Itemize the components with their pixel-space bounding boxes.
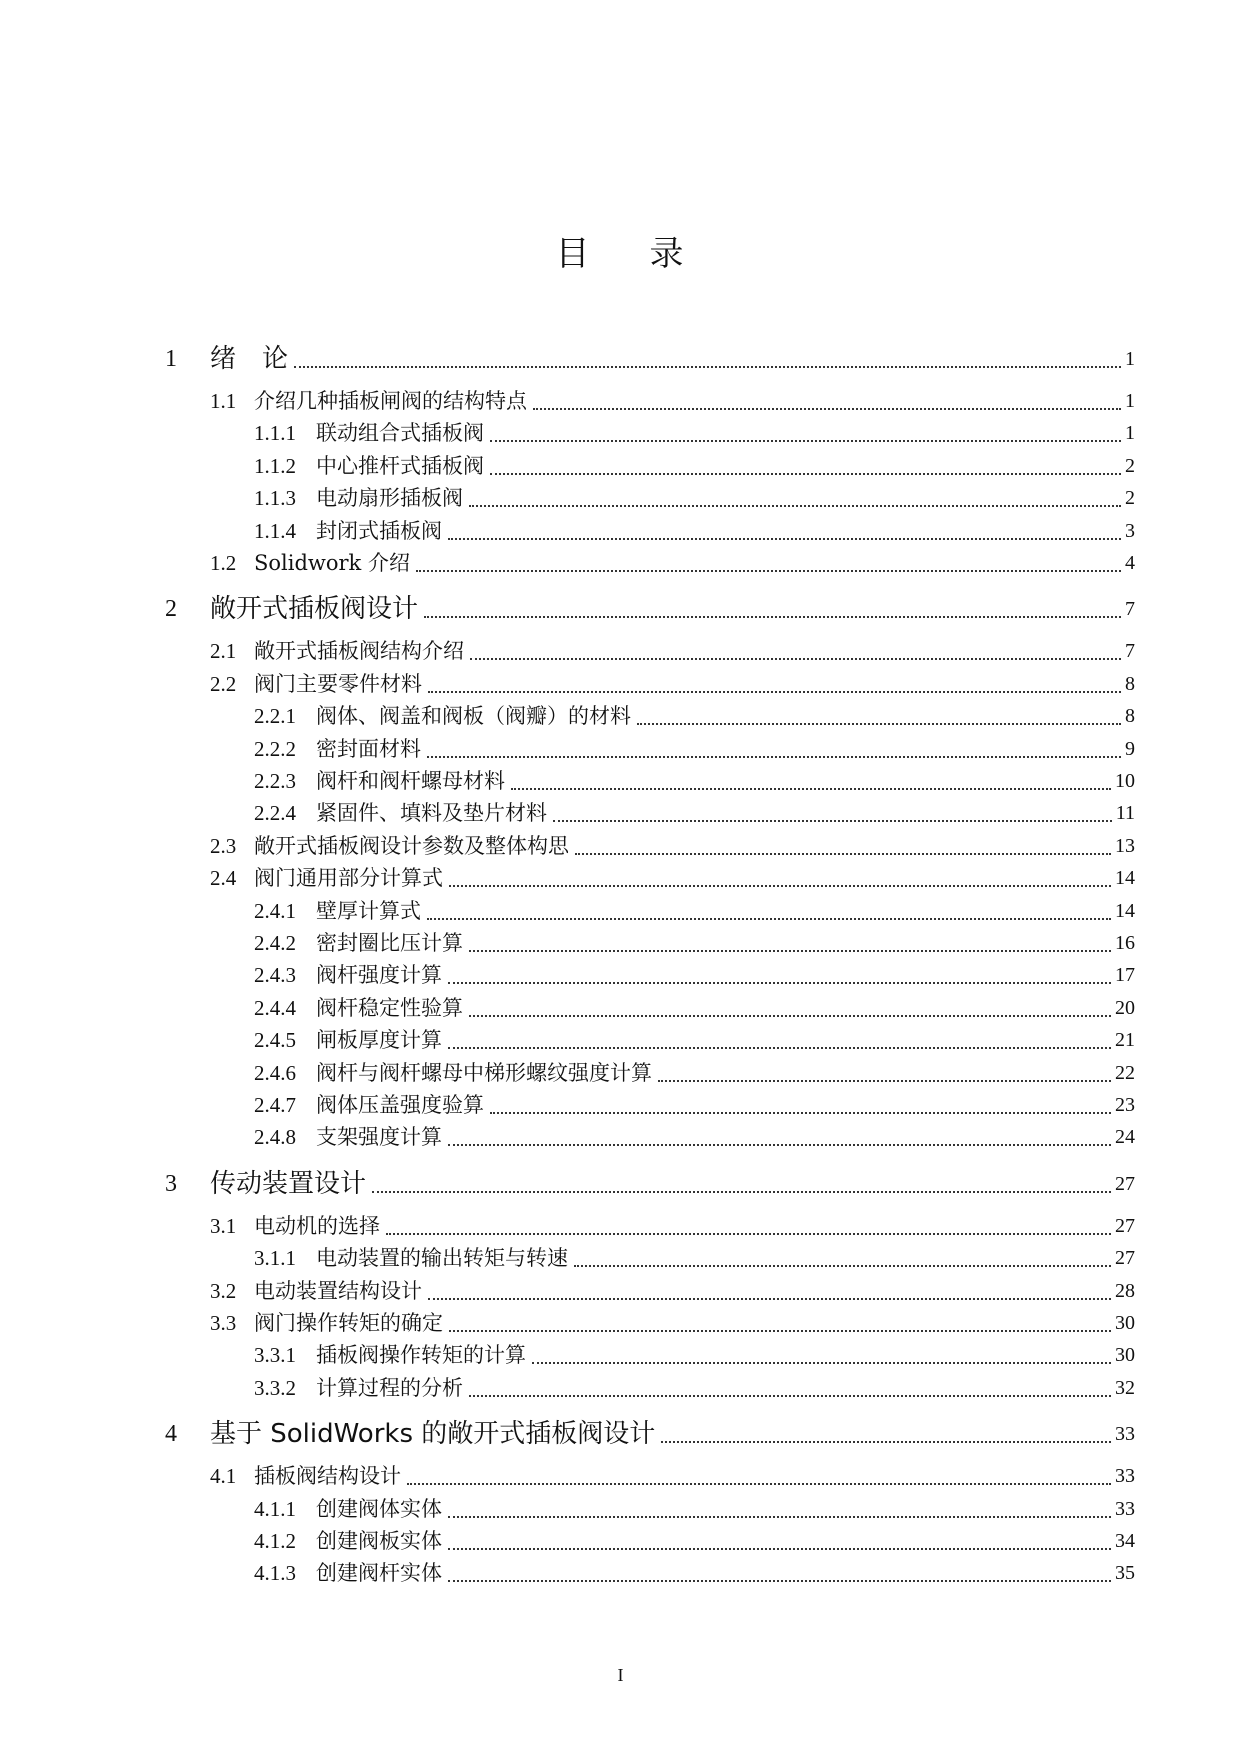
toc-dot-leader <box>428 691 1121 693</box>
toc-entry-number: 3 <box>165 1171 177 1197</box>
toc-entry-title: 紧固件、填料及垫片材料 <box>316 801 547 825</box>
page-title-part-2: 录 <box>649 234 686 274</box>
toc-dot-leader <box>658 1080 1111 1082</box>
toc-entry-title: 电动扇形插板阀 <box>316 486 463 510</box>
toc-entry[interactable] <box>0 452 1241 486</box>
toc-dot-leader <box>407 1483 1111 1485</box>
toc-entry-page: 17 <box>1115 964 1135 986</box>
toc-dot-leader <box>386 1233 1111 1235</box>
toc-entry-title: 阀体压盖强度验算 <box>316 1093 484 1117</box>
toc-entry-number: 2.4.5 <box>254 1028 296 1052</box>
toc-entry-number: 1 <box>165 346 177 372</box>
toc-entry-page: 1 <box>1125 390 1135 412</box>
toc-entry-title: 阀门主要零件材料 <box>254 672 422 696</box>
toc-dot-leader <box>532 1362 1111 1364</box>
toc-entry[interactable] <box>0 1091 1241 1125</box>
toc-entry[interactable] <box>0 1559 1241 1593</box>
toc-entry-page: 1 <box>1125 348 1135 370</box>
toc-entry[interactable] <box>0 637 1241 671</box>
toc-dot-leader <box>490 473 1121 475</box>
toc-dot-leader <box>448 1516 1111 1518</box>
toc-entry[interactable] <box>0 1495 1241 1529</box>
toc-dot-leader <box>449 1330 1111 1332</box>
toc-dot-leader <box>574 1265 1111 1267</box>
toc-entry-number: 1.1.3 <box>254 486 296 510</box>
toc-entry-page: 2 <box>1125 487 1135 509</box>
toc-entry-page: 1 <box>1125 422 1135 444</box>
toc-entry[interactable] <box>0 1244 1241 1278</box>
toc-dot-leader <box>448 982 1111 984</box>
toc-entry-page: 33 <box>1115 1465 1135 1487</box>
toc-entry[interactable] <box>0 961 1241 995</box>
toc-entry-title: 密封圈比压计算 <box>316 931 463 955</box>
toc-dot-leader <box>416 570 1121 572</box>
toc-entry-title: 敞开式插板阀设计 <box>210 594 419 624</box>
toc-entry-page: 33 <box>1115 1423 1135 1445</box>
toc-entry-page: 13 <box>1115 835 1135 857</box>
toc-entry[interactable] <box>0 670 1241 704</box>
toc-dot-leader <box>511 788 1111 790</box>
toc-entry-number: 3.1 <box>210 1214 237 1238</box>
toc-entry-page: 14 <box>1115 867 1135 889</box>
toc-entry[interactable] <box>0 1026 1241 1060</box>
toc-dot-leader <box>469 505 1121 507</box>
toc-entry[interactable] <box>0 1059 1241 1093</box>
toc-entry-page: 28 <box>1115 1280 1135 1302</box>
toc-entry[interactable] <box>0 864 1241 898</box>
toc-dot-leader <box>448 538 1121 540</box>
toc-entry-title: 创建阀体实体 <box>316 1497 442 1521</box>
toc-entry[interactable] <box>0 994 1241 1028</box>
toc-entry-number: 3.3.2 <box>254 1376 296 1400</box>
toc-dot-leader <box>469 1015 1111 1017</box>
toc-entry-number: 4 <box>165 1421 177 1447</box>
toc-entry-title: 中心推杆式插板阀 <box>316 454 484 478</box>
toc-entry[interactable] <box>0 832 1241 866</box>
toc-entry[interactable] <box>0 929 1241 963</box>
toc-dot-leader <box>661 1441 1111 1443</box>
page-title-part-1: 目 <box>555 234 592 274</box>
toc-entry-page: 27 <box>1115 1173 1135 1195</box>
toc-entry-page: 27 <box>1115 1215 1135 1237</box>
toc-entry-number: 4.1.3 <box>254 1561 296 1585</box>
toc-entry-title: 敞开式插板阀结构介绍 <box>254 639 464 663</box>
toc-entry-title: 密封面材料 <box>316 737 421 761</box>
toc-entry[interactable] <box>0 897 1241 931</box>
toc-entry-page: 9 <box>1125 738 1135 760</box>
toc-entry-number: 2.2.1 <box>254 704 296 728</box>
toc-entry[interactable] <box>0 1212 1241 1246</box>
toc-entry-number: 2.2.2 <box>254 737 296 761</box>
toc-dot-leader <box>424 616 1121 618</box>
toc-entry[interactable] <box>0 799 1241 833</box>
toc-dot-leader <box>469 950 1111 952</box>
toc-entry-number: 2 <box>165 596 177 622</box>
toc-entry-number: 1.2 <box>210 551 237 575</box>
toc-entry[interactable] <box>0 419 1241 453</box>
toc-entry-number: 2.4 <box>210 866 237 890</box>
toc-dot-leader <box>372 1191 1111 1193</box>
toc-entry-page: 34 <box>1115 1530 1135 1552</box>
toc-entry[interactable] <box>0 1341 1241 1375</box>
toc-entry-number: 1.1.4 <box>254 519 296 543</box>
toc-dot-leader <box>575 853 1111 855</box>
toc-entry-title: 敞开式插板阀设计参数及整体构思 <box>254 834 569 858</box>
toc-entry-title: 联动组合式插板阀 <box>316 421 484 445</box>
toc-entry-title: 封闭式插板阀 <box>316 519 442 543</box>
toc-entry-number: 1.1 <box>210 389 237 413</box>
toc-entry-number: 2.4.3 <box>254 963 296 987</box>
toc-entry-page: 30 <box>1115 1312 1135 1334</box>
toc-entry-number: 2.4.6 <box>254 1061 296 1085</box>
footer-page-number: I <box>617 1665 624 1685</box>
toc-dot-leader <box>490 1112 1111 1114</box>
toc-entry-title: 阀杆强度计算 <box>316 963 442 987</box>
toc-dot-leader <box>469 1395 1111 1397</box>
toc-entry-title: 基于 SolidWorks 的敞开式插板阀设计 <box>210 1419 656 1449</box>
toc-dot-leader <box>448 1047 1111 1049</box>
toc-entry-number: 3.1.1 <box>254 1246 296 1270</box>
toc-entry[interactable] <box>0 1374 1241 1408</box>
toc-dot-leader <box>490 440 1121 442</box>
toc-entry[interactable] <box>0 1123 1241 1157</box>
toc-entry[interactable] <box>0 702 1241 736</box>
toc-dot-leader <box>448 1144 1111 1146</box>
toc-entry-page: 35 <box>1115 1562 1135 1584</box>
toc-entry-title: 绪 论 <box>210 344 289 374</box>
toc-entry-page: 16 <box>1115 932 1135 954</box>
toc-entry-page: 24 <box>1115 1126 1135 1148</box>
toc-entry-title: 阀体、阀盖和阀板（阀瓣）的材料 <box>316 704 631 728</box>
toc-entry-title: 传动装置设计 <box>210 1169 367 1199</box>
toc-entry-page: 11 <box>1115 802 1135 824</box>
toc-entry-title: 闸板厚度计算 <box>316 1028 442 1052</box>
toc-dot-leader <box>428 1298 1111 1300</box>
toc-entry[interactable] <box>0 1309 1241 1343</box>
toc-entry-title: 介绍几种插板闸阀的结构特点 <box>254 389 527 413</box>
toc-entry-title: 阀杆稳定性验算 <box>316 996 463 1020</box>
toc-entry[interactable] <box>0 1462 1241 1496</box>
toc-entry-page: 7 <box>1125 598 1135 620</box>
toc-entry-page: 23 <box>1115 1094 1135 1116</box>
toc-entry[interactable] <box>0 595 1241 629</box>
toc-entry[interactable] <box>0 345 1241 379</box>
toc-entry-page: 4 <box>1125 552 1135 574</box>
toc-entry-title: 阀杆和阀杆螺母材料 <box>316 769 505 793</box>
toc-entry[interactable] <box>0 1170 1241 1204</box>
toc-entry-title: 阀门操作转矩的确定 <box>254 1311 443 1335</box>
toc-dot-leader <box>449 885 1111 887</box>
toc-entry-title: 阀杆与阀杆螺母中梯形螺纹强度计算 <box>316 1061 652 1085</box>
toc-entry-page: 10 <box>1115 770 1135 792</box>
toc-entry-page: 27 <box>1115 1247 1135 1269</box>
toc-entry-page: 7 <box>1125 640 1135 662</box>
toc-entry-number: 1.1.1 <box>254 421 296 445</box>
toc-entry-number: 2.1 <box>210 639 237 663</box>
toc-entry-page: 21 <box>1115 1029 1135 1051</box>
toc-entry-number: 1.1.2 <box>254 454 296 478</box>
toc-entry-number: 2.3 <box>210 834 237 858</box>
toc-entry-page: 33 <box>1115 1498 1135 1520</box>
toc-entry-page: 20 <box>1115 997 1135 1019</box>
toc-dot-leader <box>637 723 1121 725</box>
toc-dot-leader <box>553 820 1112 822</box>
toc-entry-number: 4.1.1 <box>254 1497 296 1521</box>
toc-entry-title: 创建阀板实体 <box>316 1529 442 1553</box>
toc-entry-page: 3 <box>1125 520 1135 542</box>
toc-entry-number: 2.4.8 <box>254 1125 296 1149</box>
toc-entry-number: 2.4.7 <box>254 1093 296 1117</box>
toc-entry-number: 3.3.1 <box>254 1343 296 1367</box>
toc-entry-page: 8 <box>1125 673 1135 695</box>
toc-entry-title: 插板阀操作转矩的计算 <box>316 1343 526 1367</box>
toc-dot-leader <box>470 658 1121 660</box>
toc-entry[interactable] <box>0 549 1241 583</box>
toc-entry-title: 电动机的选择 <box>254 1214 380 1238</box>
toc-entry-title: 插板阀结构设计 <box>254 1464 401 1488</box>
toc-dot-leader <box>533 408 1121 410</box>
toc-entry-number: 2.4.4 <box>254 996 296 1020</box>
toc-entry-number: 2.4.2 <box>254 931 296 955</box>
toc-entry-title: Solidwork 介绍 <box>254 551 410 575</box>
toc-entry-page: 32 <box>1115 1377 1135 1399</box>
toc-entry[interactable] <box>0 1527 1241 1561</box>
toc-entry[interactable] <box>0 1420 1241 1454</box>
toc-dot-leader <box>448 1548 1111 1550</box>
toc-entry-page: 2 <box>1125 455 1135 477</box>
toc-entry[interactable] <box>0 767 1241 801</box>
toc-entry-page: 30 <box>1115 1344 1135 1366</box>
toc-entry-page: 14 <box>1115 900 1135 922</box>
toc-entry-title: 支架强度计算 <box>316 1125 442 1149</box>
toc-entry[interactable] <box>0 735 1241 769</box>
toc-entry-title: 计算过程的分析 <box>316 1376 463 1400</box>
toc-entry-page: 8 <box>1125 705 1135 727</box>
toc-entry-number: 2.2.3 <box>254 769 296 793</box>
toc-dot-leader <box>294 366 1121 368</box>
toc-entry[interactable] <box>0 484 1241 518</box>
toc-entry-number: 3.3 <box>210 1311 237 1335</box>
toc-entry[interactable] <box>0 1277 1241 1311</box>
toc-entry-page: 22 <box>1115 1062 1135 1084</box>
toc-entry-title: 电动装置的输出转矩与转速 <box>316 1246 568 1270</box>
toc-entry-number: 4.1.2 <box>254 1529 296 1553</box>
toc-entry-number: 3.2 <box>210 1279 237 1303</box>
toc-entry[interactable] <box>0 517 1241 551</box>
toc-entry-title: 壁厚计算式 <box>316 899 421 923</box>
toc-entry-title: 电动装置结构设计 <box>254 1279 422 1303</box>
toc-dot-leader <box>448 1580 1111 1582</box>
toc-entry-title: 创建阀杆实体 <box>316 1561 442 1585</box>
toc-entry-number: 2.2.4 <box>254 801 296 825</box>
toc-entry-number: 2.2 <box>210 672 237 696</box>
toc-entry-number: 2.4.1 <box>254 899 296 923</box>
toc-entry[interactable] <box>0 387 1241 421</box>
toc-entry-number: 4.1 <box>210 1464 237 1488</box>
toc-dot-leader <box>427 756 1121 758</box>
toc-dot-leader <box>427 918 1111 920</box>
toc-entry-title: 阀门通用部分计算式 <box>254 866 443 890</box>
